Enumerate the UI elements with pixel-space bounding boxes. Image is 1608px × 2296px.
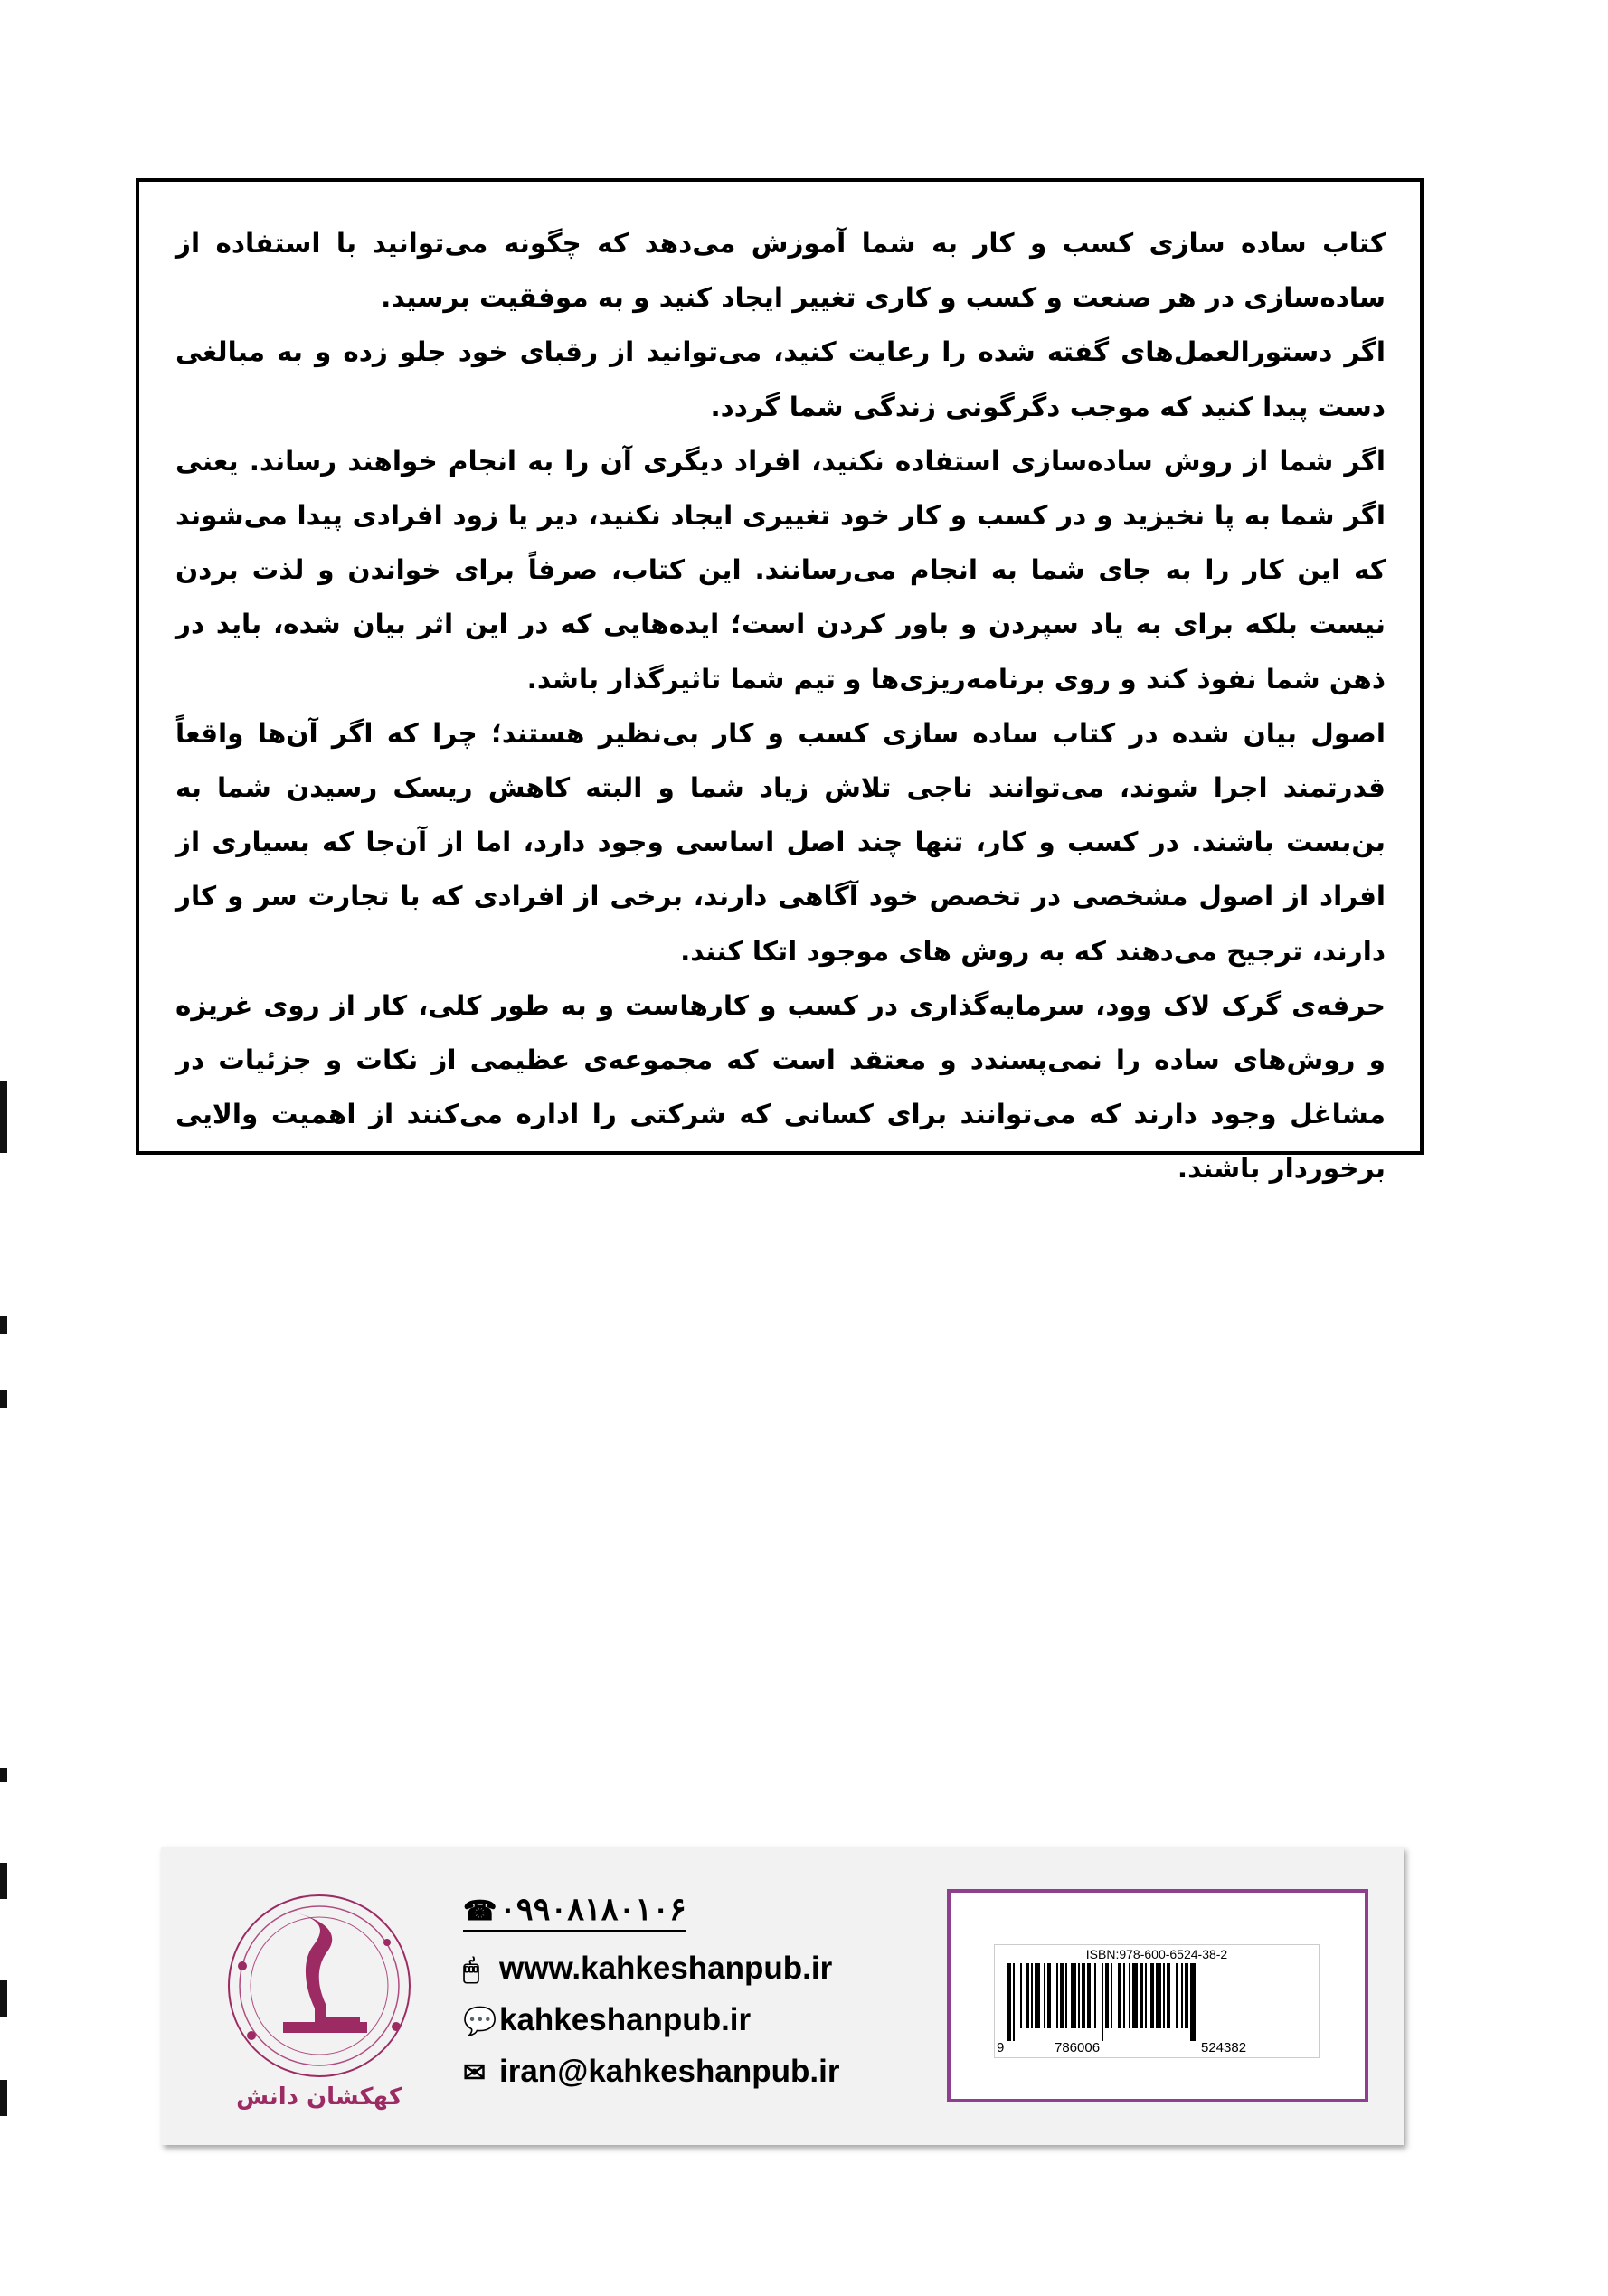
barcode-bar (1167, 1963, 1170, 2028)
barcode-lead-digit: 9 (997, 2040, 1005, 2055)
envelope-icon: ✉ (463, 2058, 487, 2088)
barcode-bar (1020, 1963, 1022, 2028)
telephone-icon: ☎ (463, 1896, 497, 1926)
barcode-bar (1035, 1963, 1040, 2028)
phone-line (463, 1892, 686, 1932)
barcode-bar (1078, 1963, 1080, 2028)
blurb-paragraph: اگر دستورالعمل‌های گفته شده را رعایت کنید، می‌توانید از رقبای خود جلو زده و به مبالغی دست پیدا کنید که موجب دگرگونی زندگی شما گردد. (175, 336, 1386, 422)
barcode-bar (1060, 1963, 1064, 2028)
barcode-bar (1176, 1963, 1178, 2028)
barcode-bar (1185, 1963, 1188, 2028)
spine-mark (0, 1863, 7, 1899)
barcode-frame (947, 1889, 1368, 2102)
publisher-footer (161, 1847, 1404, 2145)
website-line[interactable] (463, 1951, 832, 1987)
mouse-icon: 🖱 (463, 1955, 479, 1985)
blurb-box (136, 178, 1424, 1185)
barcode-bar (1111, 1963, 1112, 2028)
barcode-bar (1047, 1963, 1051, 2028)
spine-mark (0, 1980, 7, 2017)
barcode-bar (1132, 1963, 1138, 2028)
barcode-bar (1129, 1963, 1130, 2028)
barcode-bar (1145, 1963, 1147, 2028)
website-link[interactable]: www.kahkeshanpub.ir (499, 1951, 833, 1986)
spine-mark (0, 1316, 7, 1334)
barcode-bar (1031, 1963, 1033, 2028)
barcode-bar (1071, 1963, 1076, 2028)
barcode-bar (1140, 1963, 1143, 2028)
spine-mark (0, 1081, 7, 1153)
barcode-bar (1007, 1963, 1011, 2041)
barcode-right-digits: 524382 (1201, 2040, 1247, 2055)
phone-number: ۰۹۹۰۸۱۸۰۱۰۶ (499, 1892, 686, 1927)
blurb-paragraph: اگر شما از روش ساده‌سازی استفاده نکنید، افراد دیگری آن را به انجام خواهند رساند. یعنی اگر شما به پا نخیزید و در کسب و کار خود تغییری ایجاد نکنید، دیر یا زود افرادی پیدا می‌شوند که این کار را به جای شما به انجام می‌رسانند. این کتاب، صرفاً برای خواندن و لذت بردن نیست بلکه برای به یاد سپردن و باور کردن است؛ ایده‌هایی که در این اثر بیان شده، باید در ذهن شما نفوذ کند و روی برنامه‌ریزی‌ها و تیم شما تاثیرگذار باشد. (175, 445, 1386, 694)
spine-mark (0, 1768, 7, 1782)
publisher-logo (215, 1877, 423, 2103)
spine-mark (0, 1390, 7, 1408)
chat-bubbles-icon: 💬 (463, 2007, 497, 2036)
barcode-bar (1118, 1963, 1121, 2028)
barcode-bar (1065, 1963, 1067, 2028)
barcode-bar (1094, 1963, 1096, 2028)
isbn-barcode (994, 1944, 1320, 2058)
barcode-bar (1156, 1963, 1161, 2028)
spine-mark (0, 2080, 7, 2116)
barcode-bar (1087, 1963, 1091, 2028)
publisher-logo-text: کهکشان دانش (236, 2083, 402, 2111)
barcode-bar (1123, 1963, 1125, 2028)
blurb-paragraph: اصول بیان شده در کتاب ساده سازی کسب و کار بی‌نظیر هستند؛ چرا که اگر آن‌ها واقعاً قدرتمند اجرا شوند، می‌توانند ناجی تلاش زیاد شما و البته کاهش ریسک رسیدن شما به بن‌بست باشند. در کسب و کار، تنها چند اصل اساسی وجود دارد، اما از آن‌جا که بسیاری از افراد از اصول مشخصی در تخصص خود آگاهی دارند، برخی از افرادی که با تجارت سر و کار دارند، ترجیح می‌دهند که به روش های موجود اتکا کنند. (175, 717, 1386, 967)
social-line[interactable] (463, 2002, 751, 2038)
barcode-bar (1163, 1963, 1165, 2028)
social-link[interactable]: kahkeshanpub.ir (499, 2002, 752, 2037)
barcode-bar (1150, 1963, 1154, 2028)
barcode-bar (1056, 1963, 1058, 2028)
email-line[interactable] (463, 2054, 839, 2090)
email-link[interactable]: iran@kahkeshanpub.ir (499, 2054, 840, 2089)
barcode-bar (1082, 1963, 1085, 2028)
blurb-paragraph: کتاب ساده سازی کسب و کار به شما آموزش می‌دهد که چگونه می‌توانید با استفاده از ساده‌سازی در هر صنعت و کسب و کاری تغییر ایجاد کنید و به موفقیت برسید. (175, 228, 1386, 314)
blurb-paragraph: حرفه‌ی گرک لاک وود، سرمایه‌گذاری در کسب و کارهاست و به طور کلی، کار از روی غریزه و روش‌های ساده را نمی‌پسندد و معتقد است که مجموعه‌ی عظیمی از نکات و جزئیات در مشاغل وجود دارند که می‌توانند برای کسانی که شرکتی را اداره می‌کنند از اهمیت والایی برخوردار باشند. (175, 989, 1386, 1185)
barcode-bar (1181, 1963, 1183, 2028)
barcode-bar (1044, 1963, 1045, 2028)
barcode-left-digits: 786006 (1055, 2040, 1101, 2055)
barcode-bar (1105, 1963, 1109, 2028)
barcode-bars (1004, 1963, 1315, 2041)
barcode-bar (1013, 1963, 1015, 2041)
barcode-bar (1102, 1963, 1103, 2041)
barcode-bar (1190, 1963, 1196, 2041)
isbn-label: ISBN:978-600-6524-38-2 (1085, 1947, 1228, 1961)
barcode-bar (1026, 1963, 1029, 2028)
